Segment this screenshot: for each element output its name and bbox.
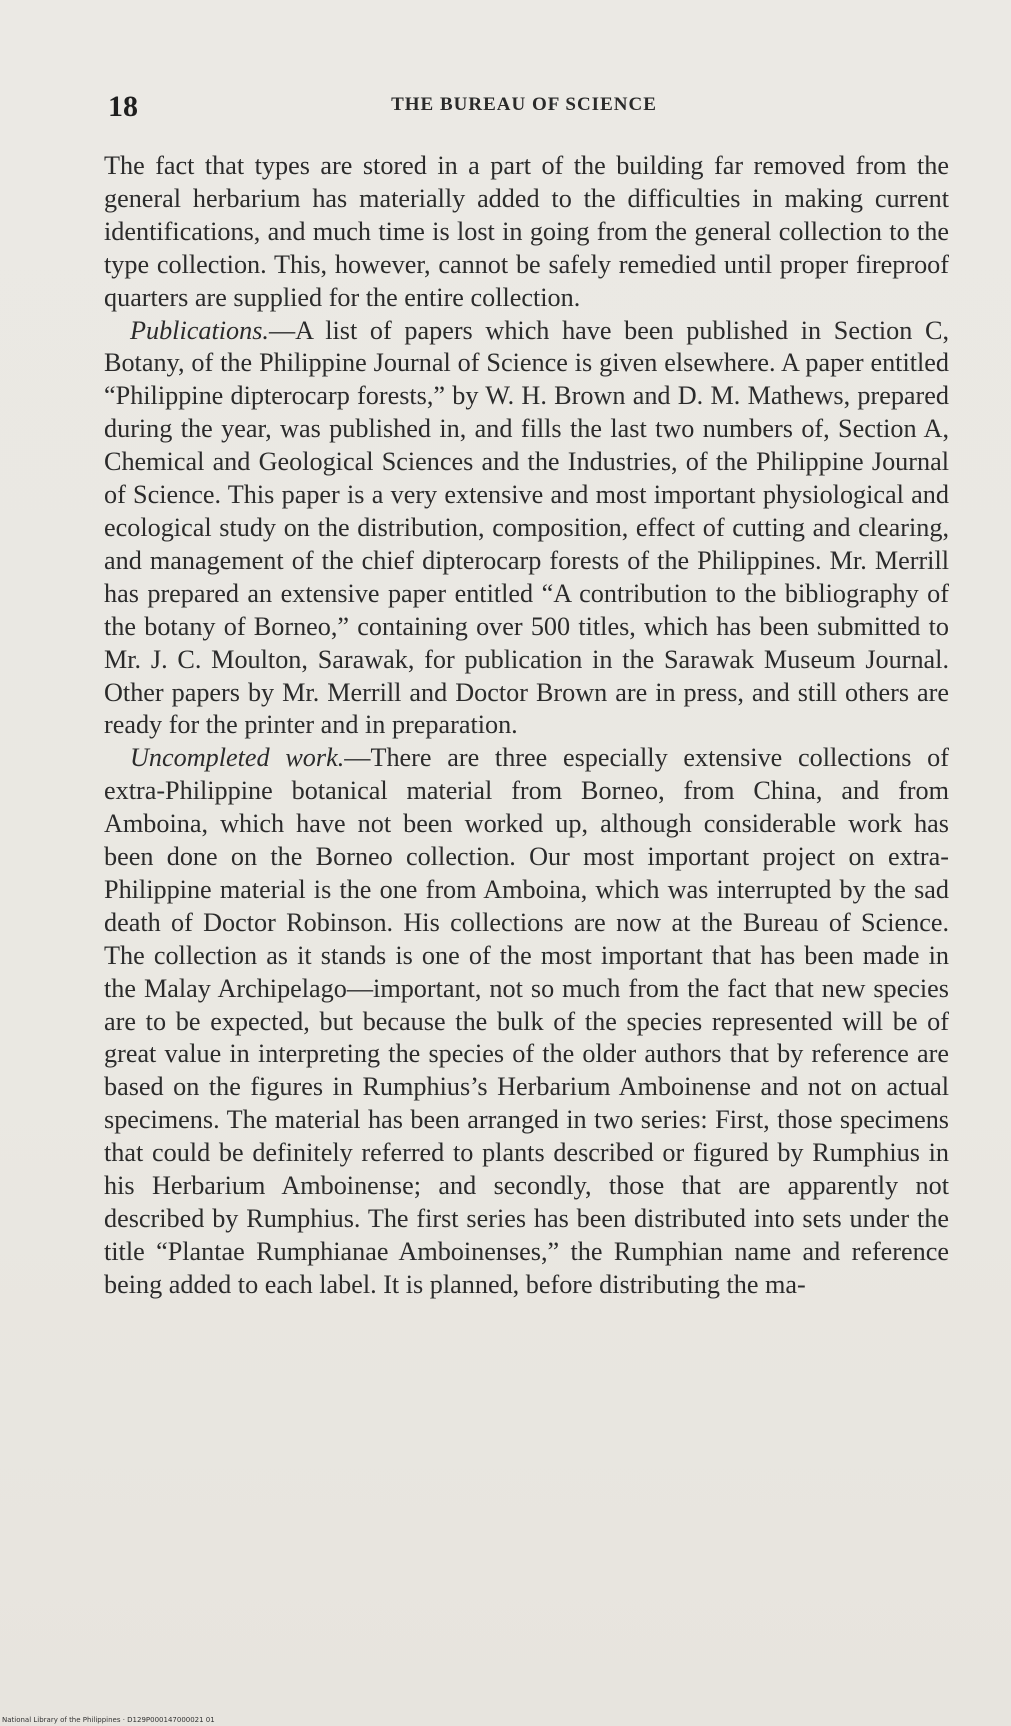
paragraph-text: The fact that types are stored in a part of the building far removed from the general herbarium has materially added to the difficulties in making current identifications, and much time is lost in going from the general collection to the type collection. This, however, cannot be safely remedied until proper fireproof quarters are supplied for the entire collection. bbox=[104, 151, 949, 312]
section-lead-uncompleted-work: Uncompleted work. bbox=[130, 743, 345, 773]
scan-footer: National Library of the Philippines · D129P000147000021 01 bbox=[2, 1716, 215, 1724]
paragraph-text: —A list of papers which have been published in Section C, Botany, of the Philippine Journal of Science is given elsewhere. A paper entitled “Philippine dipterocarp forests,” by W. H. Brown and D. M. Mathews, prepared during the year, was published in, and fills the last two numbers of, Section A, Chemical and Geological Sciences and the Industries, of the Philippine Journal of Science. This paper is a very extensive and most important physiological and ecological study on the distribution, composition, effect of cutting and clearing, and management of the chief dipterocarp forests of the Philippines. Mr. Merrill has prepared an extensive paper entitled “A contribution to the bibliography of the botany of Borneo,” containing over 500 titles, which has been submitted to Mr. J. C. Moulton, Sarawak, for publication in the Sarawak Museum Journal. Other papers by Mr. Merrill and Doctor Brown are in press, and still others are ready for the printer and in preparation. bbox=[104, 315, 949, 740]
section-lead-publications: Publications. bbox=[130, 315, 269, 345]
page-number: 18 bbox=[108, 90, 138, 123]
paragraph-uncompleted-work bbox=[104, 742, 949, 1301]
body-text bbox=[104, 150, 949, 1302]
paragraph-text: —There are three especially extensive collections of extra-Philippine botanical material from Borneo, from China, and from Amboina, which have not been worked up, although considerable work has been done on the Borneo collection. Our most important project on extra-Philippine material is the one from Amboina, which was interrupted by the sad death of Doctor Robinson. His collections are now at the Bureau of Science. The collection as it stands is one of the most important that has been made in the Malay Archipelago—important, not so much from the fact that new species are to be expected, but because the bulk of the species represented will be of great value in interpreting the species of the older authors that by reference are based on the figures in Rumphius’s Herbarium Amboinense and not on actual specimens. The material has been arranged in two series: First, those specimens that could be definitely referred to plants described or figured by Rumphius in his Herbarium Amboinense; and secondly, those that are apparently not described by Rumphius. The first series has been distributed into sets under the title “Plantae Rumphianae Amboinenses,” the Rumphian name and reference being added to each label. It is planned, before distributing the ma- bbox=[104, 743, 949, 1299]
paragraph-publications bbox=[104, 315, 949, 743]
running-head: THE BUREAU OF SCIENCE bbox=[391, 94, 657, 115]
page-header bbox=[108, 90, 940, 130]
paragraph-types-storage bbox=[104, 150, 949, 315]
